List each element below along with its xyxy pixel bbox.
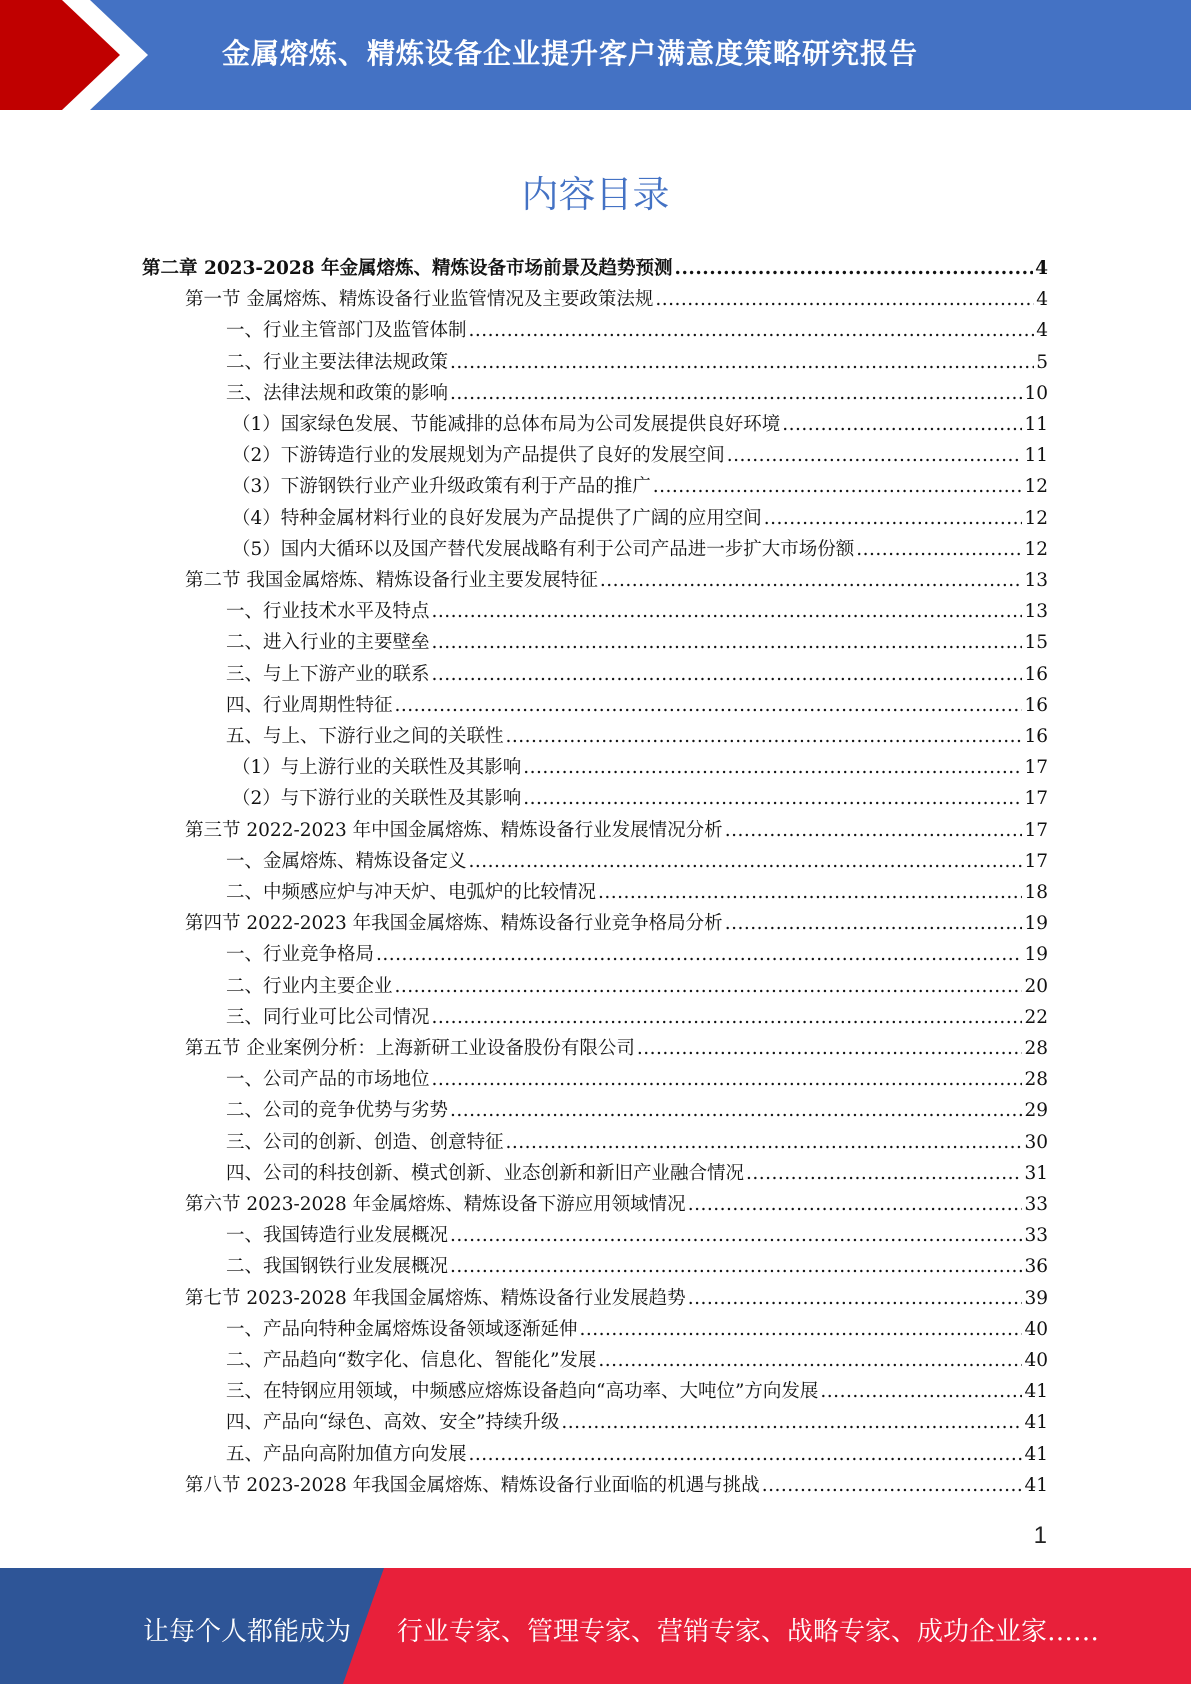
toc-entry-page: 18 <box>1024 882 1048 903</box>
toc-entry-page: 13 <box>1024 570 1048 591</box>
toc-entry-title: 第三节 2022-2023 年中国金属熔炼、精炼设备行业发展情况分析 <box>185 819 723 841</box>
toc-entry-page: 16 <box>1024 663 1048 685</box>
toc-entry-title: 第二章 2023-2028 年金属熔炼、精炼设备市场前景及趋势预测 <box>142 258 673 279</box>
toc-entry-title: 三、法律法规和政策的影响 <box>226 382 449 404</box>
footer-slogan-left: 让每个人都能成为 <box>143 1617 352 1647</box>
toc-entry-page: 36 <box>1024 1256 1048 1278</box>
toc-entry-title: 第七节 2023-2028 年我国金属熔炼、精炼设备行业发展趋势 <box>185 1287 686 1309</box>
toc-entry-page: 19 <box>1024 913 1048 935</box>
toc-entry-page: 12 <box>1024 538 1048 560</box>
toc-entry[interactable] <box>185 566 1048 597</box>
toc-leader-dots <box>675 258 1034 279</box>
toc-entry-title: 第二节 我国金属熔炼、精炼设备行业主要发展特征 <box>185 570 598 591</box>
toc-entry[interactable] <box>226 847 1048 878</box>
toc-leader-dots <box>782 414 1022 435</box>
toc-entry-title: （1）与上游行业的关联性及其影响 <box>232 757 522 779</box>
toc-entry-page: 29 <box>1024 1100 1048 1122</box>
toc-entry-title: 一、公司产品的市场地位 <box>226 1069 430 1091</box>
toc-entry-page: 39 <box>1024 1287 1048 1309</box>
toc-leader-dots <box>600 570 1023 591</box>
toc-leader-dots <box>762 1475 1023 1496</box>
toc-leader-dots <box>432 601 1023 622</box>
toc-leader-dots <box>469 1444 1023 1465</box>
toc-entry-title: 一、产品向特种金属熔炼设备领域逐渐延伸 <box>226 1318 578 1340</box>
footer-slogan-right: 行业专家、管理专家、营销专家、战略专家、成功企业家…… <box>397 1617 1100 1647</box>
toc-leader-dots <box>598 882 1022 903</box>
toc-entry[interactable] <box>232 504 1048 535</box>
toc-leader-dots <box>450 383 1022 404</box>
toc-entry[interactable] <box>226 1159 1048 1190</box>
toc-entry-title: 二、公司的竞争优势与劣势 <box>226 1100 449 1122</box>
toc-entry-page: 22 <box>1024 1006 1048 1028</box>
toc-entry-title: 三、与上下游产业的联系 <box>226 663 430 685</box>
toc-leader-dots <box>688 1288 1023 1309</box>
header-banner <box>0 0 1191 110</box>
toc-leader-dots <box>725 913 1023 934</box>
toc-leader-dots <box>655 289 1034 310</box>
toc-entry-title: 第八节 2023-2028 年我国金属熔炼、精炼设备行业面临的机遇与挑战 <box>185 1474 760 1496</box>
toc-entry-title: 三、公司的创新、创造、创意特征 <box>226 1131 504 1153</box>
toc-entry-title: 一、行业竞争格局 <box>226 944 375 966</box>
toc-entry-title: 四、行业周期性特征 <box>226 694 393 716</box>
toc-entry[interactable] <box>226 722 1048 753</box>
toc-leader-dots <box>727 445 1023 466</box>
toc-entry-page: 4 <box>1036 320 1048 342</box>
toc-entry-page: 16 <box>1024 694 1048 716</box>
toc-entry-title: 二、我国钢铁行业发展概况 <box>226 1256 449 1278</box>
toc-leader-dots <box>637 1038 1023 1059</box>
page-number: 1 <box>1033 1522 1047 1549</box>
toc-entry[interactable] <box>226 348 1048 379</box>
toc-entry-page: 4 <box>1036 289 1048 311</box>
toc-entry-title: 第五节 企业案例分析：上海新研工业设备股份有限公司 <box>185 1038 635 1059</box>
toc-entry-title: 二、行业主要法律法规政策 <box>226 351 449 373</box>
toc-leader-dots <box>725 820 1023 841</box>
toc-entry-title: 一、行业主管部门及监管体制 <box>226 320 467 342</box>
toc-leader-dots <box>820 1381 1022 1402</box>
toc-entry-page: 41 <box>1024 1381 1048 1403</box>
toc-entry-page: 41 <box>1024 1443 1048 1465</box>
toc-leader-dots <box>432 632 1023 653</box>
toc-entry[interactable] <box>232 784 1048 815</box>
toc-entry[interactable] <box>226 316 1048 347</box>
toc-leader-dots <box>523 788 1022 809</box>
toc-entry-title: （4）特种金属材料行业的良好发展为产品提供了广阔的应用空间 <box>232 507 762 529</box>
toc-entry-page: 13 <box>1024 601 1048 623</box>
toc-entry-title: （5）国内大循环以及国产替代发展战略有利于公司产品进一步扩大市场份额 <box>232 538 855 560</box>
toc-entry[interactable] <box>226 379 1048 410</box>
toc-leader-dots <box>598 1350 1022 1371</box>
toc-leader-dots <box>450 1100 1022 1121</box>
toc-entry[interactable] <box>142 254 1048 285</box>
toc-entry[interactable] <box>232 441 1048 472</box>
toc-entry-title: 二、行业内主要企业 <box>226 975 393 997</box>
toc-entry[interactable] <box>226 628 1048 659</box>
toc-leader-dots <box>450 1256 1022 1277</box>
toc-entry-page: 17 <box>1024 850 1048 872</box>
toc-entry[interactable] <box>226 1346 1048 1377</box>
toc-entry[interactable] <box>232 410 1048 441</box>
toc-entry-page: 33 <box>1024 1225 1048 1247</box>
toc-entry-page: 15 <box>1024 632 1048 654</box>
toc-leader-dots <box>688 1194 1023 1215</box>
toc-entry[interactable] <box>226 1065 1048 1096</box>
toc-entry-page: 11 <box>1024 414 1048 435</box>
toc-entry-page: 17 <box>1024 819 1048 841</box>
toc-entry-page: 11 <box>1024 445 1048 467</box>
toc-entry[interactable] <box>185 1190 1048 1221</box>
toc-entry-title: 一、金属熔炼、精炼设备定义 <box>226 850 467 872</box>
toc-entry[interactable] <box>226 660 1048 691</box>
toc-entry-title: 三、在特钢应用领域，中频感应熔炼设备趋向“高功率、大吨位”方向发展 <box>226 1381 819 1403</box>
toc-entry-page: 31 <box>1024 1162 1048 1184</box>
toc-leader-dots <box>580 1319 1023 1340</box>
toc-entry[interactable] <box>226 878 1048 909</box>
toc-entry[interactable] <box>226 1408 1048 1439</box>
toc-leader-dots <box>432 1069 1023 1090</box>
toc-entry-page: 5 <box>1036 351 1048 373</box>
toc-entry[interactable] <box>226 940 1048 971</box>
toc-entry[interactable] <box>226 691 1048 722</box>
toc-entry-page: 10 <box>1024 382 1048 404</box>
toc-entry[interactable] <box>185 1284 1048 1315</box>
toc-entry-title: 五、与上、下游行业之间的关联性 <box>226 726 504 747</box>
toc-entry-title: （2）与下游行业的关联性及其影响 <box>232 788 522 810</box>
toc-entry[interactable] <box>226 1096 1048 1127</box>
toc-entry-page: 17 <box>1024 788 1048 810</box>
toc-entry-page: 41 <box>1024 1412 1048 1434</box>
report-title: 金属熔炼、精炼设备企业提升客户满意度策略研究报告 <box>222 37 919 70</box>
toc-entry-title: （3）下游钢铁行业产业升级政策有利于产品的推广 <box>232 476 651 498</box>
toc-entry-page: 41 <box>1024 1474 1048 1496</box>
toc-entry-title: 一、行业技术水平及特点 <box>226 601 430 623</box>
toc-entry-page: 40 <box>1024 1318 1048 1340</box>
toc-entry-page: 28 <box>1024 1069 1048 1091</box>
toc-entry-title: 二、中频感应炉与冲天炉、电弧炉的比较情况 <box>226 882 597 903</box>
toc-entry-title: 第四节 2022-2023 年我国金属熔炼、精炼设备行业竞争格局分析 <box>185 913 723 935</box>
toc-leader-dots <box>395 695 1023 716</box>
toc-leader-dots <box>469 320 1035 341</box>
toc-leader-dots <box>376 944 1022 965</box>
toc-leader-dots <box>450 1225 1022 1246</box>
toc-entry-title: 二、产品趋向“数字化、信息化、智能化”发展 <box>226 1350 597 1371</box>
toc-entry-page: 30 <box>1024 1131 1048 1153</box>
toc-leader-dots <box>746 1163 1022 1184</box>
toc-entry[interactable] <box>226 1128 1048 1159</box>
toc-entry[interactable] <box>226 972 1048 1003</box>
toc-entry[interactable] <box>226 1440 1048 1471</box>
toc-entry-page: 19 <box>1024 944 1048 966</box>
toc-entry-title: （1）国家绿色发展、节能减排的总体布局为公司发展提供良好环境 <box>232 414 781 435</box>
toc-leader-dots <box>432 664 1023 685</box>
toc-leader-dots <box>764 508 1023 529</box>
toc-entry-title: 四、公司的科技创新、模式创新、业态创新和新旧产业融合情况 <box>226 1162 745 1184</box>
toc-leader-dots <box>506 1132 1023 1153</box>
toc-leader-dots <box>469 851 1023 872</box>
toc-entry-page: 12 <box>1024 476 1048 498</box>
toc-entry[interactable] <box>232 753 1048 784</box>
toc-leader-dots <box>561 1412 1022 1433</box>
toc-leader-dots <box>653 476 1023 497</box>
toc-heading: 内容目录 <box>521 173 670 216</box>
toc-entry-page: 4 <box>1035 258 1048 279</box>
toc-entry[interactable] <box>226 597 1048 628</box>
toc-entry-title: 五、产品向高附加值方向发展 <box>226 1443 467 1465</box>
toc-entry[interactable] <box>232 472 1048 503</box>
toc-entry-title: 三、同行业可比公司情况 <box>226 1006 430 1028</box>
toc-entry-page: 28 <box>1024 1038 1048 1059</box>
toc-leader-dots <box>432 1007 1023 1028</box>
toc-leader-dots <box>523 757 1022 778</box>
toc-entry-page: 12 <box>1024 507 1048 529</box>
toc-entry[interactable] <box>226 1003 1048 1034</box>
toc-leader-dots <box>450 352 1034 373</box>
toc-leader-dots <box>395 976 1023 997</box>
toc-entry-page: 20 <box>1024 975 1048 997</box>
toc-entry-title: 第六节 2023-2028 年金属熔炼、精炼设备下游应用领域情况 <box>185 1194 686 1215</box>
toc-entry[interactable] <box>226 1315 1048 1346</box>
toc-entry[interactable] <box>226 1221 1048 1252</box>
toc-leader-dots <box>506 726 1023 747</box>
toc-entry-title: 二、进入行业的主要壁垒 <box>226 632 430 654</box>
footer-banner <box>0 1568 1191 1684</box>
toc-entry-title: 四、产品向“绿色、高效、安全”持续升级 <box>226 1412 560 1434</box>
toc-leader-dots <box>856 539 1022 560</box>
toc-entry[interactable] <box>226 1377 1048 1408</box>
toc-entry[interactable] <box>185 1034 1048 1065</box>
toc-entry-page: 17 <box>1024 757 1048 779</box>
toc-entry[interactable] <box>185 816 1048 847</box>
toc-entry-title: （2）下游铸造行业的发展规划为产品提供了良好的发展空间 <box>232 445 725 467</box>
toc-entry[interactable] <box>185 285 1048 316</box>
toc-entry[interactable] <box>185 1471 1048 1502</box>
toc-entry[interactable] <box>185 909 1048 940</box>
toc-entry[interactable] <box>226 1252 1048 1283</box>
toc-entry[interactable] <box>232 535 1048 566</box>
toc-entry-page: 16 <box>1024 726 1048 747</box>
toc-entry-title: 第一节 金属熔炼、精炼设备行业监管情况及主要政策法规 <box>185 289 654 311</box>
toc-entry-page: 40 <box>1024 1350 1048 1371</box>
toc-entry-title: 一、我国铸造行业发展概况 <box>226 1225 449 1247</box>
toc-entry-page: 33 <box>1024 1194 1048 1215</box>
